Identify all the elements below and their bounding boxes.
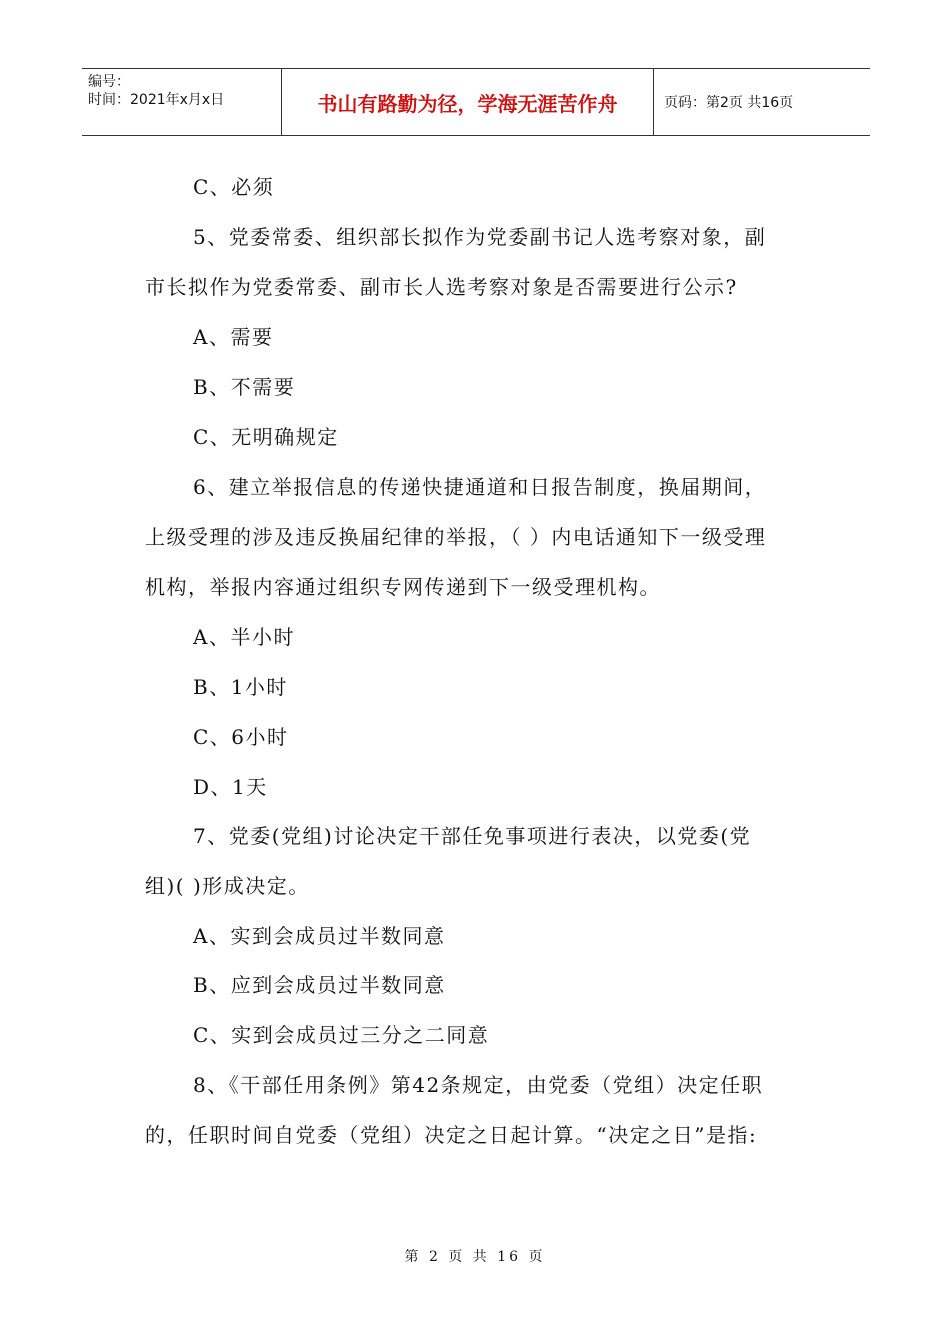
option-line: C、必须 xyxy=(193,175,275,199)
serial-label: 编号： xyxy=(88,74,130,90)
option-line: B、应到会成员过半数同意 xyxy=(193,973,446,997)
question-line: 6、建立举报信息的传递快捷通道和日报告制度，换届期间， xyxy=(193,475,767,499)
option-line: A、实到会成员过半数同意 xyxy=(193,924,446,948)
question-line: 8、《干部任用条例》第42条规定，由党委（党组）决定任职 xyxy=(193,1073,764,1097)
date-line: 时间：2021年x月x日 xyxy=(88,92,225,108)
page-footer: 第 2 页 共 16 页 xyxy=(404,1249,546,1265)
question-line: 组)( )形成决定。 xyxy=(145,874,310,898)
question-line: 机构，举报内容通过组织专网传递到下一级受理机构。 xyxy=(145,575,661,599)
header-meta xyxy=(82,69,282,135)
option-line: C、6小时 xyxy=(193,725,289,749)
option-line: C、实到会成员过三分之二同意 xyxy=(193,1023,490,1047)
option-line: A、需要 xyxy=(193,325,274,349)
question-line: 7、党委(党组)讨论决定干部任免事项进行表决，以党委(党 xyxy=(193,824,752,848)
option-line: B、不需要 xyxy=(193,375,296,399)
option-line: D、1天 xyxy=(193,775,268,799)
header-page-info: 页码：第2页 共16页 xyxy=(664,95,794,111)
question-line: 的，任职时间自党委（党组）决定之日起计算。“决定之日”是指: xyxy=(145,1123,758,1147)
option-line: C、无明确规定 xyxy=(193,425,339,449)
question-line: 上级受理的涉及违反换届纪律的举报，（ ）内电话通知下一级受理 xyxy=(145,525,767,549)
question-line: 5、党委常委、组织部长拟作为党委副书记人选考察对象，副 xyxy=(193,225,767,249)
question-line: 市长拟作为党委常委、副市长人选考察对象是否需要进行公示? xyxy=(145,275,738,299)
option-line: B、1小时 xyxy=(193,675,288,699)
header-motto: 书山有路勤为径，学海无涯苦作舟 xyxy=(282,69,654,135)
page-header xyxy=(82,68,870,136)
option-line: A、半小时 xyxy=(193,625,295,649)
